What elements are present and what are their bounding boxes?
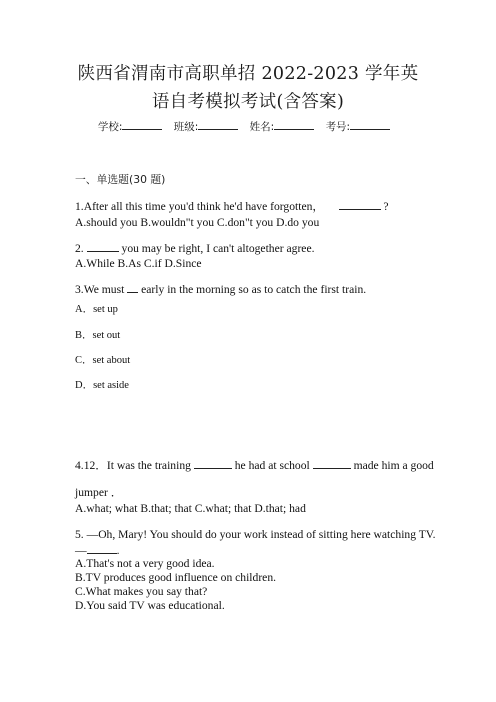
question-3-option-c[interactable]: C．set about <box>75 355 131 366</box>
question-4-blank-2[interactable] <box>313 458 351 469</box>
question-4-blank-1[interactable] <box>194 458 232 469</box>
question-3-text: 3.We must <box>75 283 125 296</box>
question-2-stem <box>75 241 315 255</box>
question-1-blank[interactable] <box>339 199 381 210</box>
exam-number-blank[interactable] <box>350 119 390 130</box>
student-info-row <box>0 119 496 134</box>
school-label: 学校: <box>97 121 123 133</box>
question-5-period: . <box>116 544 120 557</box>
question-5-stem-line-2 <box>75 543 120 557</box>
question-4-stem-line-2: jumper ． <box>75 486 123 499</box>
question-1-tail: ? <box>383 200 389 213</box>
name-label: 姓名: <box>249 121 275 133</box>
question-1-options: A.should you B.wouldn"t you C.don"t you D.do you <box>75 216 320 229</box>
school-blank[interactable] <box>122 119 162 130</box>
question-3-option-b[interactable]: B．set out <box>75 330 121 341</box>
class-label: 班级: <box>173 121 199 133</box>
question-5-option-c[interactable]: C.What makes you say that? <box>75 585 208 598</box>
question-2-number: 2. <box>75 242 84 255</box>
question-5-option-d[interactable]: D.You said TV was educational. <box>75 599 225 612</box>
question-2-options: A.While B.As C.if D.Since <box>75 257 202 270</box>
question-4-text: 4.12．It was the training <box>75 459 191 472</box>
name-blank[interactable] <box>274 119 314 130</box>
exam-number-label: 考号: <box>325 121 351 133</box>
question-2-blank[interactable] <box>87 241 119 252</box>
question-3-stem <box>75 282 366 296</box>
question-5-dash: — <box>75 544 87 557</box>
section-heading: 一、单选题(30 题) <box>75 173 166 186</box>
question-5-stem: 5. —Oh, Mary! You should do your work instead of sitting here watching TV. <box>75 528 436 541</box>
question-1-text: 1.After all this time you'd think he'd have forgotten， <box>75 200 324 213</box>
question-1-stem <box>75 198 389 214</box>
question-4-options: A.what; what B.that; that C.what; that D.that; had <box>75 502 306 515</box>
question-5-blank[interactable] <box>87 543 117 554</box>
question-3-option-a[interactable]: A．set up <box>75 304 118 315</box>
question-3-tail: early in the morning so as to catch the first train. <box>141 283 367 296</box>
question-4-stem <box>75 457 434 473</box>
question-4-tail: made him a good <box>353 459 434 472</box>
question-5-option-b[interactable]: B.TV produces good influence on children. <box>75 571 277 584</box>
question-3-blank[interactable] <box>127 282 138 293</box>
class-blank[interactable] <box>198 119 238 130</box>
exam-title-line-1: 陕西省渭南市高职单招 2022-2023 学年英 <box>77 64 419 84</box>
question-4-mid: he had at school <box>234 459 310 472</box>
question-3-option-d[interactable]: D．set aside <box>75 380 129 391</box>
exam-title-line-2: 语自考模拟考试(含答案) <box>151 92 345 112</box>
question-2-text: you may be right, I can't altogether agree. <box>121 242 315 255</box>
question-5-option-a[interactable]: A.That's not a very good idea. <box>75 557 215 570</box>
